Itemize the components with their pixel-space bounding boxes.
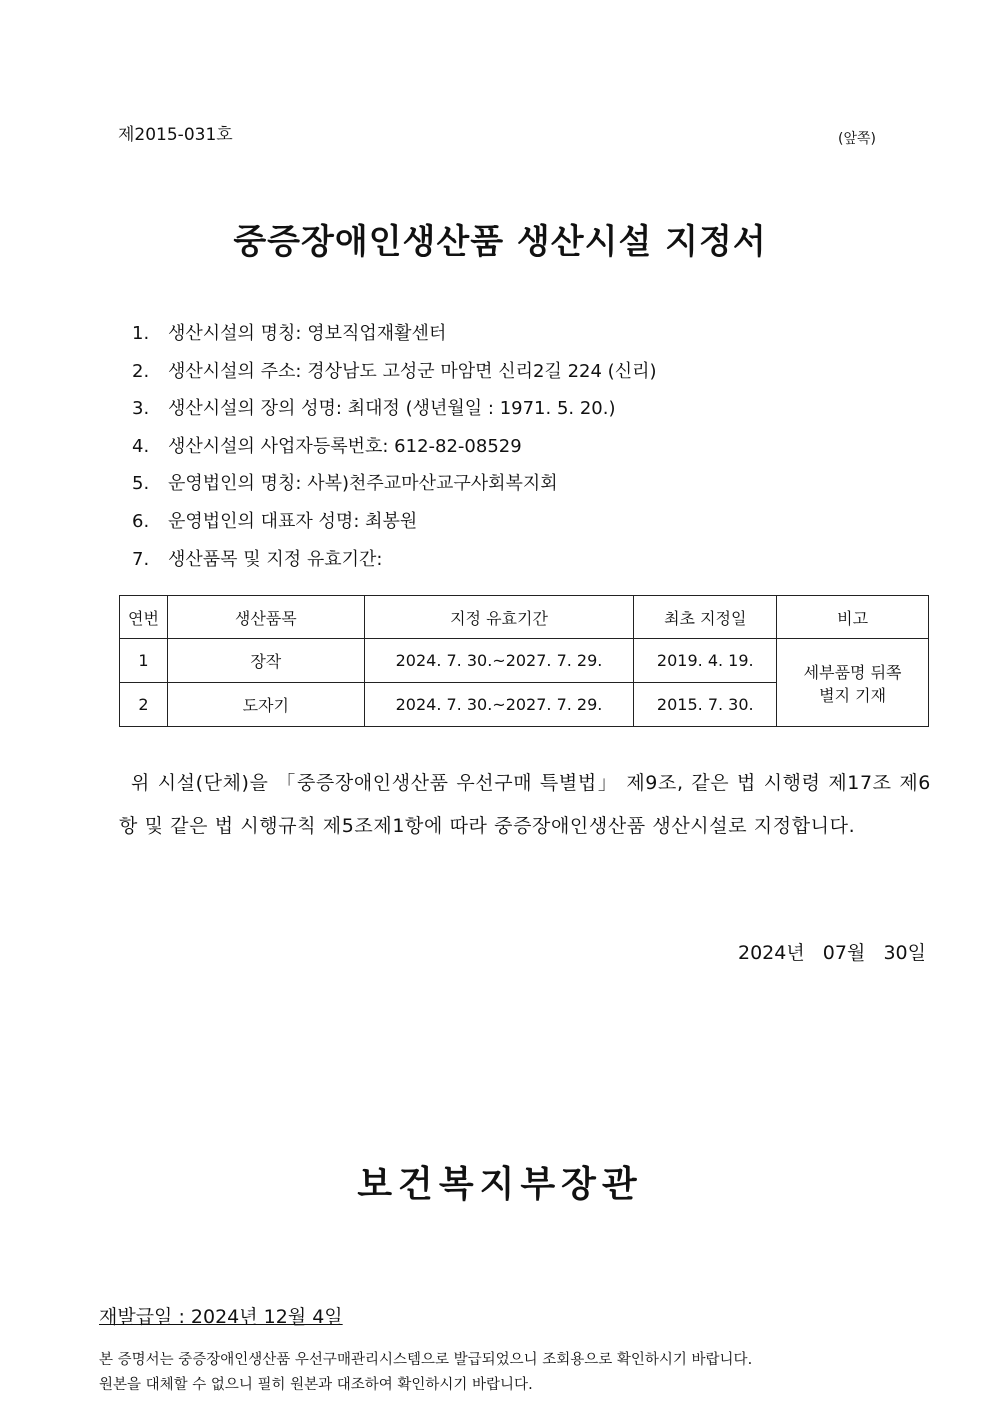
- statement-text: 위 시설(단체)을 「중증장애인생산품 우선구매 특별법」 제9조, 같은 법 시행령 제17조 제6항 및 같은 법 시행규칙 제5조제1항에 따라 중증장애인생산품 생산시설로 지정합니다.: [119, 772, 931, 837]
- reissue-date: 재발급일 : 2024년 12월 4일: [99, 1306, 343, 1328]
- document-title: 중증장애인생산품 생산시설 지정서: [233, 222, 767, 262]
- cell-validity: 2024. 7. 30.~2027. 7. 29.: [364, 683, 634, 727]
- remarks-line-2: 별지 기재: [819, 685, 887, 705]
- item-number: 7.: [132, 548, 150, 570]
- cell-product: 도자기: [167, 683, 364, 727]
- list-item: [132, 503, 657, 541]
- cell-seq: 2: [120, 683, 168, 727]
- item-number: 2.: [132, 360, 150, 382]
- list-item: [132, 541, 657, 579]
- item-number: 1.: [132, 323, 150, 344]
- item-number: 3.: [132, 398, 150, 420]
- col-header-product: 생산품목: [167, 596, 364, 639]
- cell-seq: 1: [120, 639, 168, 683]
- item-text: 운영법인의 명칭: 사복)천주교마산교구사회복지회: [168, 473, 558, 495]
- cell-remarks: [777, 639, 929, 727]
- designation-statement: [119, 762, 931, 848]
- cell-validity: 2024. 7. 30.~2027. 7. 29.: [364, 639, 634, 683]
- item-text: 생산품목 및 지정 유효기간:: [168, 548, 383, 570]
- col-header-remarks: 비고: [777, 596, 929, 639]
- item-text: 생산시설의 장의 성명: 최대정 (생년월일 : 1971. 5. 20.): [168, 398, 616, 420]
- issuer-title: 보건복지부장관: [357, 1164, 643, 1205]
- product-table: [119, 595, 929, 727]
- col-header-validity: 지정 유효기간: [364, 596, 634, 639]
- cell-first-date: 2015. 7. 30.: [634, 683, 777, 727]
- item-number: 4.: [132, 435, 150, 457]
- item-number: 6.: [132, 510, 150, 532]
- list-item: [132, 390, 657, 428]
- col-header-seq: 연번: [120, 596, 168, 639]
- item-number: 5.: [132, 473, 150, 495]
- cell-first-date: 2019. 4. 19.: [634, 639, 777, 683]
- list-item: [132, 353, 657, 391]
- list-item: [132, 428, 657, 466]
- verification-notice: [99, 1348, 929, 1398]
- table-row: [120, 639, 929, 683]
- item-text: 생산시설의 명칭: 영보직업재활센터: [168, 323, 447, 344]
- notice-line-2: 원본을 대체할 수 없으니 필히 원본과 대조하여 확인하시기 바랍니다.: [99, 1377, 533, 1393]
- item-text: 생산시설의 사업자등록번호: 612-82-08529: [168, 435, 522, 457]
- facility-info-list: [132, 315, 657, 578]
- issue-date: 2024년 07월 30일: [737, 942, 926, 964]
- table-header-row: [120, 596, 929, 639]
- document-number: 제2015-031호: [118, 125, 233, 145]
- remarks-line-1: 세부품명 뒤쪽: [803, 662, 902, 682]
- cell-product: 장작: [167, 639, 364, 683]
- item-text: 생산시설의 주소: 경상남도 고성군 마암면 신리2길 224 (신리): [168, 360, 657, 382]
- list-item: [132, 465, 657, 503]
- notice-line-1: 본 증명서는 중증장애인생산품 우선구매관리시스템으로 발급되었으니 조회용으로 확인하시기 바랍니다.: [99, 1352, 753, 1368]
- item-text: 운영법인의 대표자 성명: 최봉원: [168, 510, 418, 532]
- col-header-first-date: 최초 지정일: [634, 596, 777, 639]
- list-item: [132, 315, 657, 353]
- page-side-label: (앞쪽): [838, 131, 876, 147]
